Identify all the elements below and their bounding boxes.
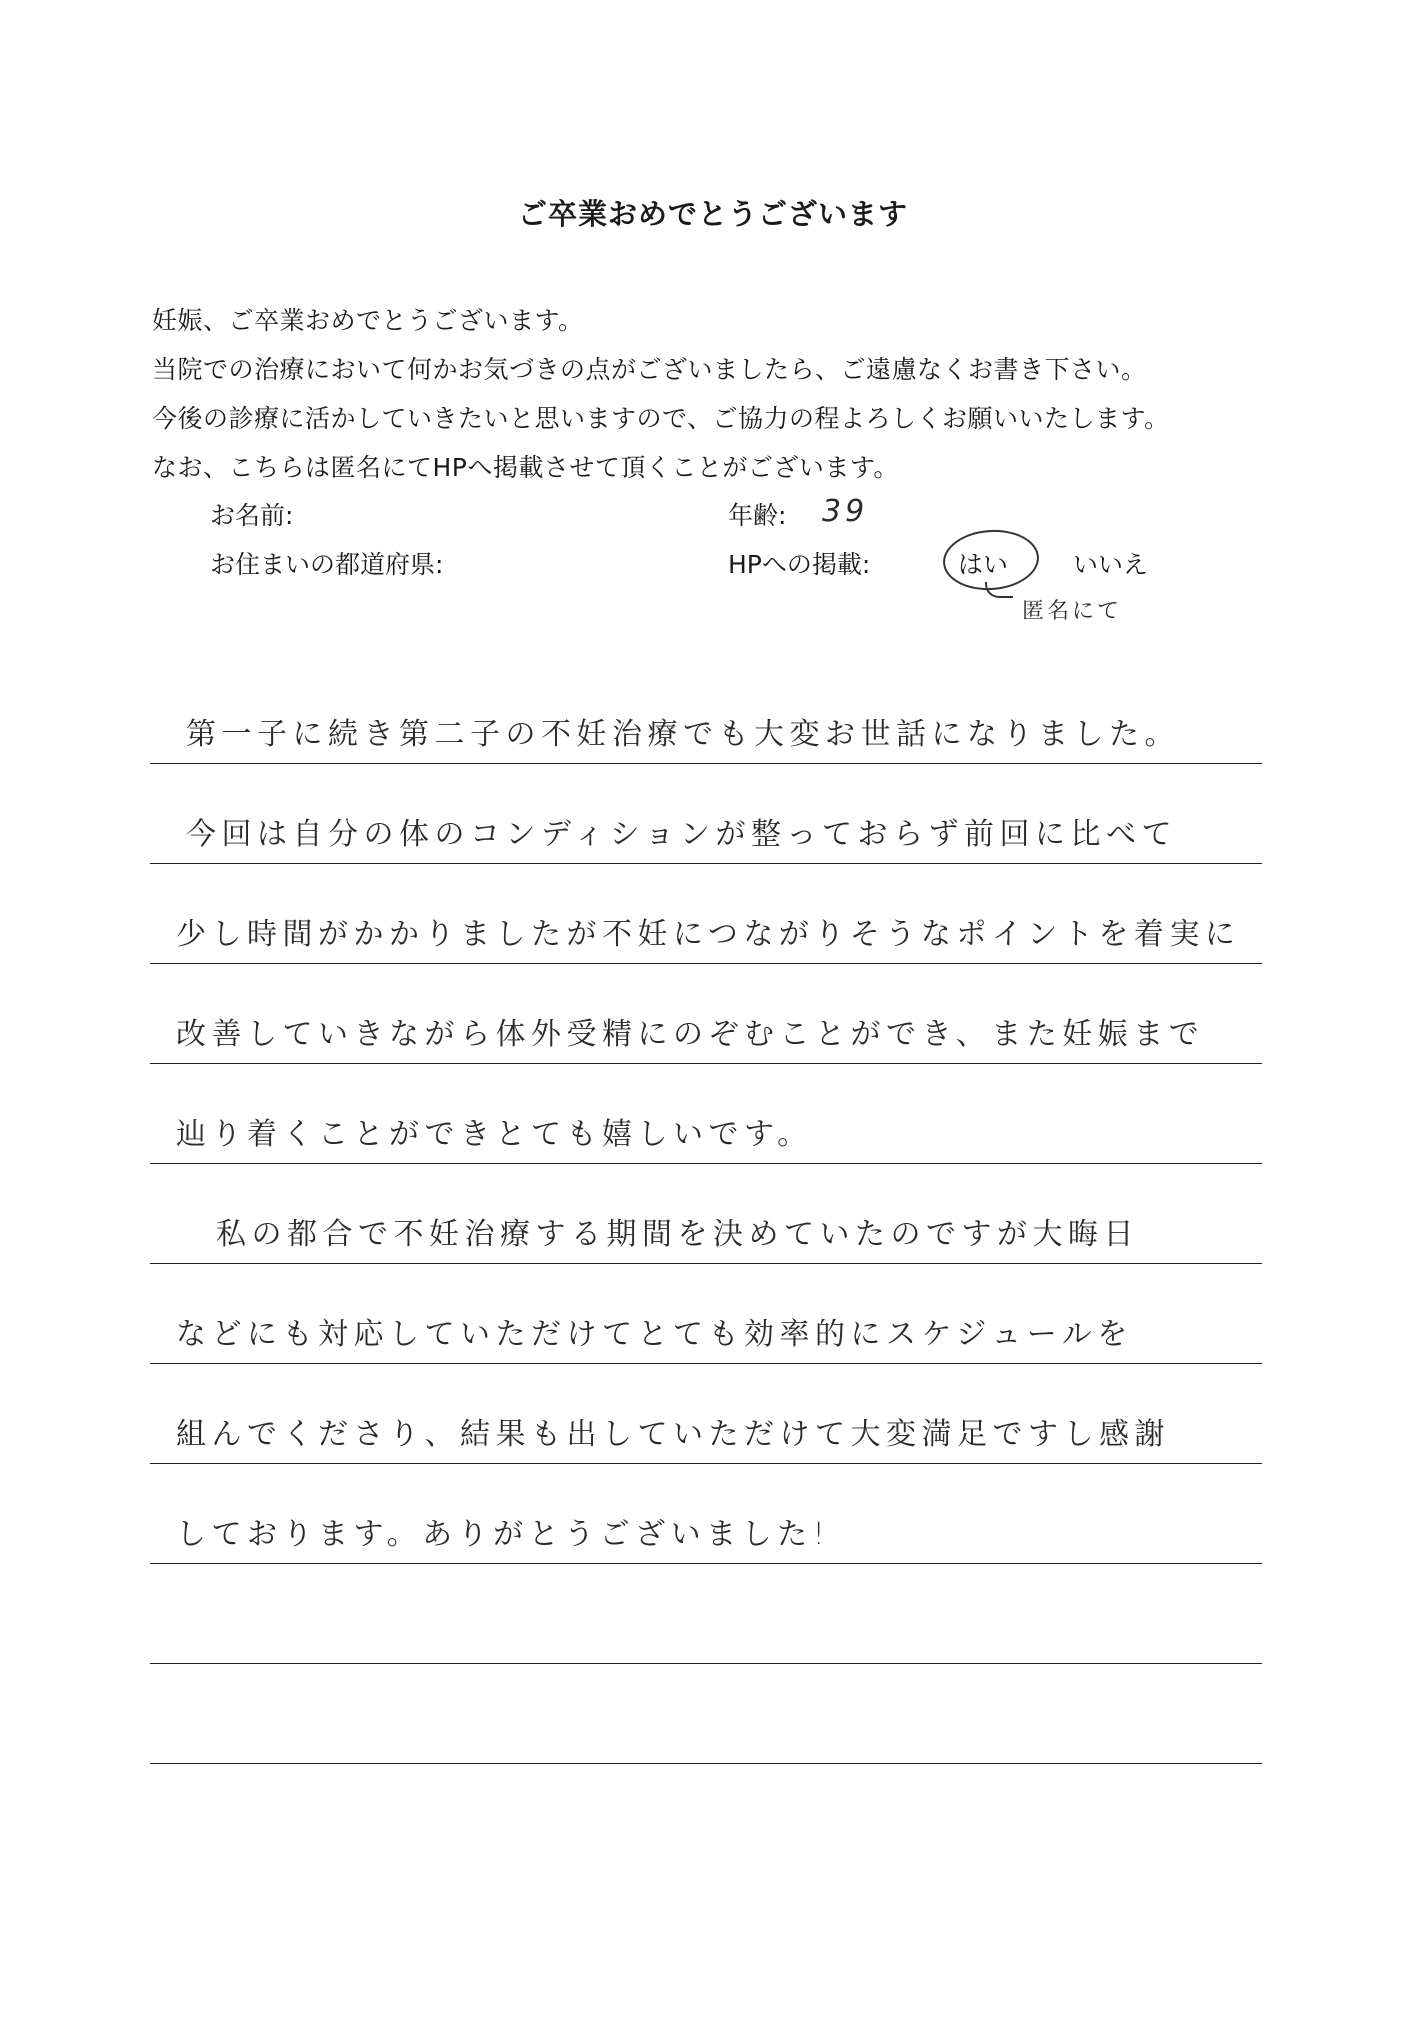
ruled-line bbox=[150, 864, 1262, 964]
ruled-line bbox=[150, 764, 1262, 864]
prefecture-label: お住まいの都道府県: bbox=[210, 550, 444, 579]
option-no: いいえ bbox=[1073, 550, 1149, 579]
intro-line: 今後の診療に活かしていきたいと思いますので、ご協力の程よろしくお願いいたします。 bbox=[152, 404, 1170, 433]
ruled-line bbox=[150, 1564, 1262, 1664]
intro-line: 妊娠、ご卒業おめでとうございます。 bbox=[152, 306, 584, 335]
ruled-line bbox=[150, 1664, 1262, 1764]
page-title: ご卒業おめでとうございます bbox=[517, 197, 908, 231]
ruled-line bbox=[150, 1464, 1262, 1564]
ruled-line bbox=[150, 964, 1262, 1064]
intro-line: なお、こちらは匿名にてHPへ掲載させて頂くことがございます。 bbox=[152, 453, 899, 482]
ruled-line bbox=[150, 1164, 1262, 1264]
handwritten-text: 辿り着くことができとても嬉しいです。 bbox=[176, 1117, 813, 1152]
handwritten-text: しております。ありがとうございました! bbox=[176, 1517, 831, 1552]
handwritten-text: などにも対応していただけてとても効率的にスケジュールを bbox=[176, 1317, 1133, 1352]
handwritten-text: 今回は自分の体のコンディションが整っておらず前回に比べて bbox=[186, 817, 1177, 852]
age-value: 39 bbox=[822, 494, 869, 529]
handwritten-text: 第一子に続き第二子の不妊治療でも大変お世話になりました。 bbox=[186, 717, 1180, 752]
handwritten-text: 私の都合で不妊治療する期間を決めていたのですが大晦日 bbox=[216, 1217, 1139, 1252]
anonymous-note: 匿名にて bbox=[1022, 599, 1123, 624]
intro-line: 当院での治療において何かお気づきの点がございましたら、ご遠慮なくお書き下さい。 bbox=[152, 355, 1147, 384]
intro-text bbox=[152, 296, 1302, 492]
ruled-line bbox=[150, 664, 1262, 764]
handwritten-text: 改善していきながら体外受精にのぞむことができ、また妊娠まで bbox=[176, 1017, 1205, 1052]
selection-circle-tail bbox=[985, 582, 1013, 598]
hp-publication-label: HPへの掲載: bbox=[728, 550, 871, 579]
name-label: お名前: bbox=[210, 501, 294, 530]
ruled-line bbox=[150, 1064, 1262, 1164]
ruled-line bbox=[150, 1264, 1262, 1364]
option-yes: はい bbox=[958, 550, 1009, 579]
handwritten-text: 組んでくださり、結果も出していただけて大変満足ですし感謝 bbox=[176, 1417, 1170, 1452]
handwritten-comment-area bbox=[150, 664, 1262, 1764]
age-label: 年齢: bbox=[728, 501, 787, 530]
handwritten-text: 少し時間がかかりましたが不妊につながりそうなポイントを着実に bbox=[176, 917, 1241, 952]
ruled-line bbox=[150, 1364, 1262, 1464]
